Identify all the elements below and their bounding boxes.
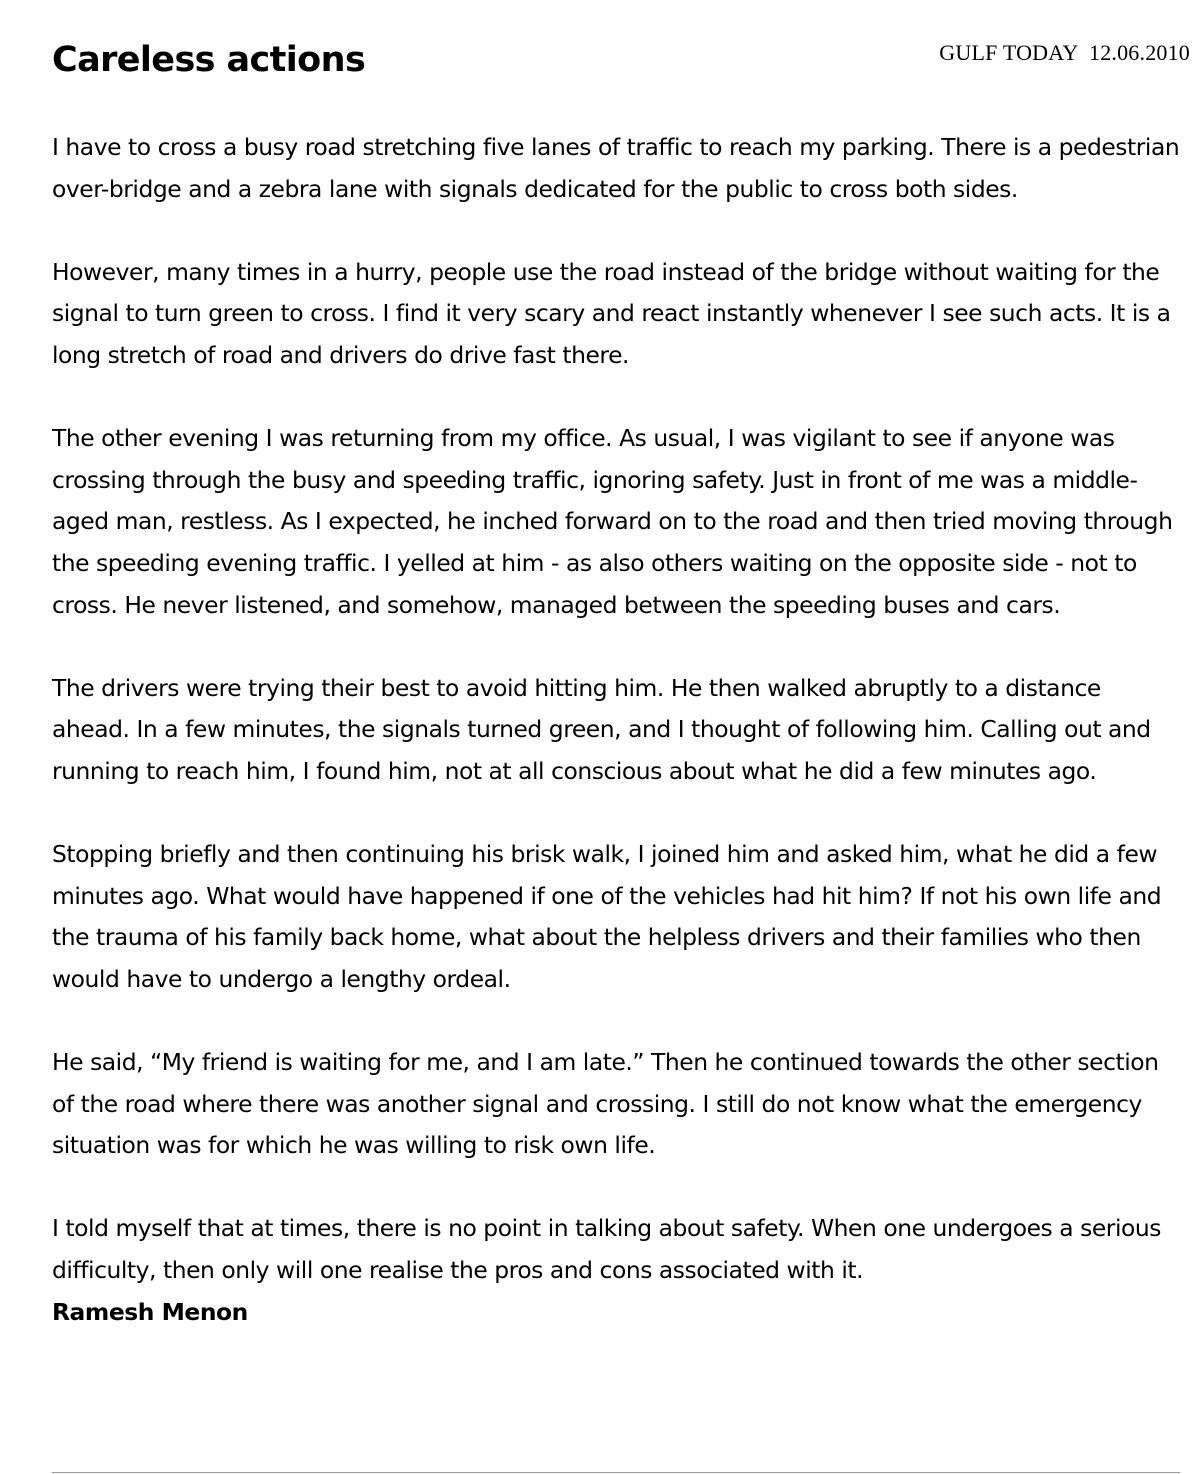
article-title: Careless actions <box>52 40 366 80</box>
newspaper-source-date: GULF TODAY 12.06.2010 <box>939 40 1190 65</box>
paragraph: He said, “My friend is waiting for me, and I am late.” Then he continued towards the other section of the road where there was another signal and crossing. I still do not know what the emergency situation was for which he was willing to risk own life. <box>52 1048 1159 1160</box>
author-name: Ramesh Menon <box>52 1297 248 1326</box>
paragraph: Stopping briefly and then continuing his brisk walk, I joined him and asked him, what he did a few minutes ago. What would have happened if one of the vehicles had hit him? If not his own life and the trauma of his family back home, what about the helpless drivers and their families who then would have to undergo a lengthy ordeal. <box>52 840 1162 993</box>
paragraph: I have to cross a busy road stretching five lanes of traffic to reach my parking. There is a pedestrian over-bridge and a zebra lane with signals dedicated for the public to cross both sides. <box>52 133 1180 203</box>
article-body <box>52 127 1180 1333</box>
paragraph: The other evening I was returning from my office. As usual, I was vigilant to see if anyone was crossing through the busy and speeding traffic, ignoring safety. Just in front of me was a middle-aged man, restless. As I expected, he inched forward on to the road and then tried moving through the speeding evening traffic. I yelled at him - as also others waiting on the opposite side - not to cross. He never listened, and somehow, managed between the speeding buses and cars. <box>52 424 1173 619</box>
bottom-divider <box>52 1472 1180 1473</box>
paragraph: The drivers were trying their best to avoid hitting him. He then walked abruptly to a distance ahead. In a few minutes, the signals turned green, and I thought of following him. Calling out and running to reach him, I found him, not at all conscious about what he did a few minutes ago. <box>52 673 1151 785</box>
paragraph: However, many times in a hurry, people use the road instead of the bridge without waiting for the signal to turn green to cross. I find it very scary and react instantly whenever I see such acts. It is a long stretch of road and drivers do drive fast there. <box>52 257 1171 369</box>
paragraph: I told myself that at times, there is no point in talking about safety. When one undergoes a serious difficulty, then only will one realise the pros and cons associated with it. <box>52 1214 1161 1285</box>
